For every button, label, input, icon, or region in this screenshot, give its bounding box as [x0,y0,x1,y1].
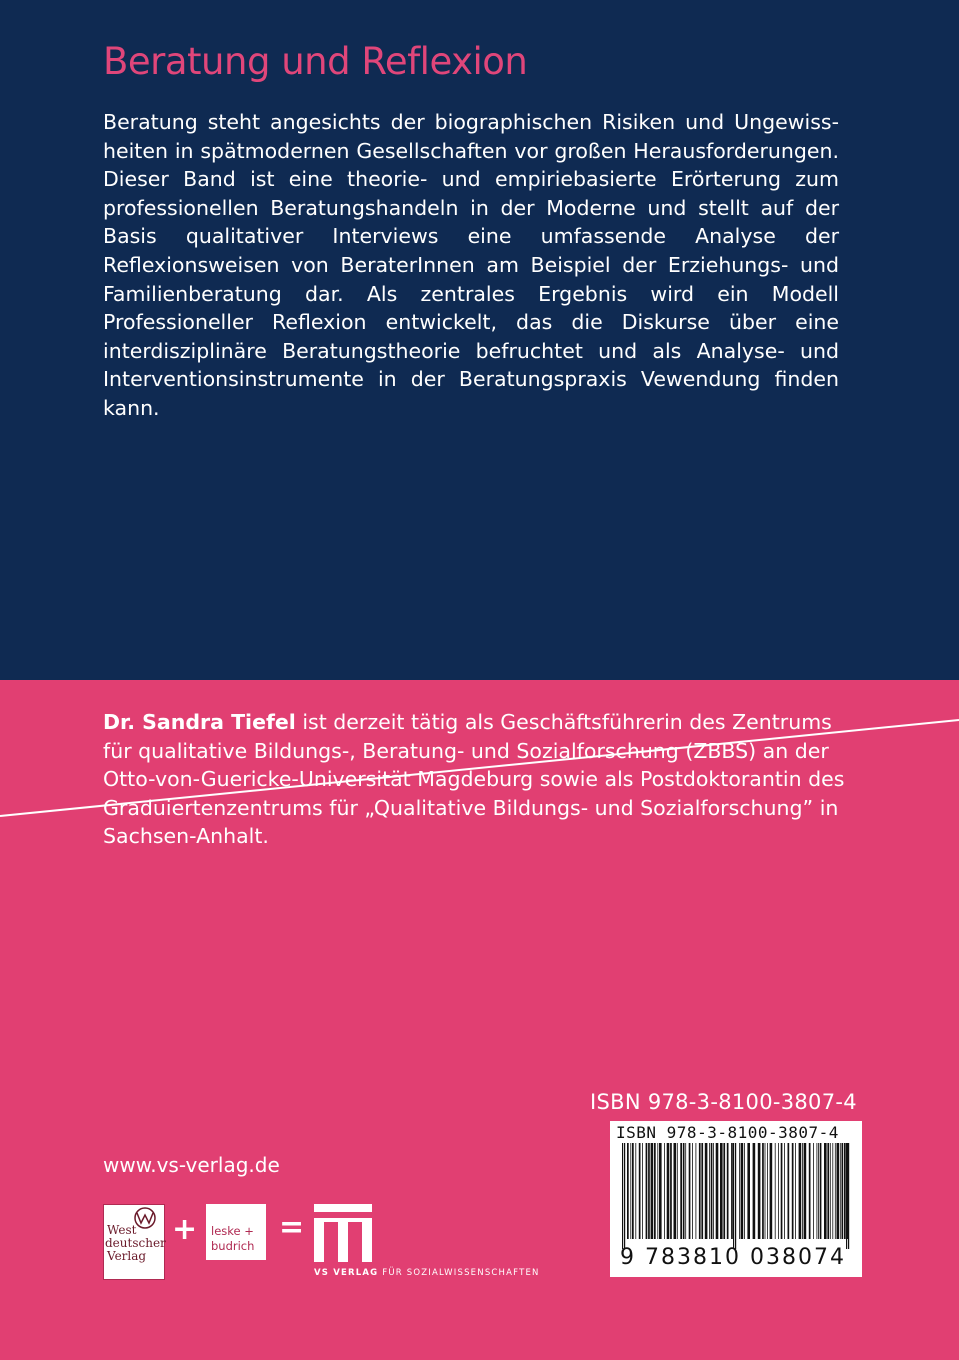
leske-logo-line1: leske + [211,1224,254,1238]
barcode-bar [723,1143,725,1239]
barcode-bar [670,1143,672,1239]
barcode-bar [762,1143,764,1239]
barcode-bar [765,1143,766,1239]
barcode-bar [659,1143,662,1239]
barcode-bar [705,1143,708,1239]
west-logo-line3: Verlag [107,1249,147,1263]
barcode-bars [620,1143,852,1249]
barcode-bar [809,1143,811,1239]
barcode [610,1121,862,1277]
barcode-bar [689,1143,691,1239]
barcode-bar [683,1143,685,1239]
barcode-bar [827,1143,829,1239]
barcode-bar [842,1143,844,1239]
barcode-bar [744,1143,745,1239]
barcode-guard-bar [846,1143,847,1249]
barcode-bar [646,1143,648,1239]
barcode-bar [630,1143,631,1239]
barcode-bar [770,1143,773,1239]
vs-caption-rest: FÜR SOZIALWISSENSCHAFTEN [378,1268,540,1278]
barcode-bar [701,1143,703,1239]
barcode-bar [824,1143,827,1239]
barcode-bar [627,1143,629,1239]
barcode-bar [832,1143,833,1239]
barcode-bar [711,1143,713,1239]
vs-verlag-logo-icon [314,1204,372,1264]
barcode-bar [657,1143,658,1239]
barcode-bar [685,1143,686,1239]
barcode-bar [720,1143,723,1239]
barcode-bar [795,1143,796,1239]
barcode-bar [713,1143,714,1239]
author-name: Dr. Sandra Tiefel [103,710,296,734]
barcode-bar [664,1143,665,1239]
book-title: Beratung und Reflexion [103,40,528,83]
barcode-bar [817,1143,818,1239]
barcode-bar [840,1143,841,1239]
barcode-bar [699,1143,701,1239]
barcode-bar [677,1143,678,1239]
barcode-bar [639,1143,641,1239]
barcode-bar [654,1143,656,1239]
vs-caption-bold: VS VERLAG [314,1268,379,1278]
barcode-bar [680,1143,682,1239]
barcode-bar [635,1143,636,1239]
barcode-bar [778,1143,779,1239]
barcode-bar [781,1143,783,1239]
barcode-bar [753,1143,756,1239]
barcode-bar [716,1143,719,1239]
west-logo-line1: West [107,1223,137,1237]
book-description: Beratung steht angesichts der biographischen Risiken und Ungewissheiten in spätmodernen Gesellschaften vor großen Herausforderungen. Dieser Band ist eine theorie- und empiriebasierte Erörterung zum professionellen Beratungshandeln in der Moderne und stellt auf der Basis qualitativer Interviews eine umfassende Analyse der Reflexionsweisen von BeraterInnen am Beispiel der Erziehungs- und Familienberatung dar. Als zentrales Ergebnis wird ein Modell Professioneller Reflexion entwickelt, das die Diskurse über eine interdisziplinäre Beratungstheorie befruchtet und als Analyse- und Interventionsinstrumente in der Beratungspraxis Vewendung finden kann. [103,110,839,420]
leske-logo-line2: budrich [211,1239,255,1253]
barcode-guard-bar [848,1143,849,1249]
barcode-bar [727,1143,729,1239]
barcode-bar [709,1143,710,1239]
barcode-bar [818,1143,819,1239]
barcode-bar [747,1143,750,1239]
barcode-bar [651,1143,654,1239]
author-bio-text: ist derzeit tätig als Geschäftsführerin des Zentrums für qualitative Bildungs-, Beratung- und Sozialforschung (ZBBS) an der Otto-von-Guericke-Universität Magdeburg sowie als Postdoktorantin des Graduiertenzentrums für „Qualitative Bildungs- und Sozialforschung” in Sachsen-Anhalt. [103,710,845,849]
barcode-bar [739,1143,740,1239]
barcode-bar [830,1143,831,1239]
barcode-bar [802,1143,803,1239]
barcode-bar [648,1143,650,1239]
barcode-guard-bar [622,1143,623,1249]
barcode-bar [767,1143,768,1239]
barcode-bar [696,1143,697,1239]
barcode-bar [820,1143,822,1239]
barcode-bar [758,1143,761,1239]
barcode-guard-bar [624,1143,625,1249]
barcode-bar [642,1143,643,1239]
barcode-bar [799,1143,802,1239]
barcode-bar [775,1143,776,1239]
barcode-guard-bar [735,1143,736,1249]
isbn-label: ISBN 978-3-8100-3807-4 [590,1090,857,1114]
barcode-bar [731,1143,733,1239]
vs-verlag-caption [314,1268,540,1278]
publisher-url: www.vs-verlag.de [103,1153,280,1177]
barcode-bar [667,1143,670,1239]
barcode-digits: 9 783810 038074 [620,1245,846,1270]
westdeutscher-verlag-logo [103,1204,165,1280]
barcode-bar [632,1143,634,1239]
plus-sign: + [172,1212,198,1247]
leske-budrich-logo [206,1204,266,1260]
bottom-pink-panel [0,680,959,1360]
barcode-bar [741,1143,744,1239]
barcode-bar [813,1143,814,1239]
barcode-bar [692,1143,693,1239]
barcode-bar [804,1143,807,1239]
barcode-guard-bar [733,1143,734,1249]
barcode-bar [837,1143,840,1239]
barcode-bar [788,1143,790,1239]
west-logo-line2: deutscher [105,1236,166,1250]
barcode-bar [835,1143,836,1239]
barcode-bar [784,1143,785,1239]
barcode-bar [844,1143,846,1239]
barcode-bar [674,1143,677,1239]
equals-sign: = [279,1210,305,1245]
author-bio [103,708,848,851]
barcode-bar [792,1143,794,1239]
barcode-isbn-text: ISBN 978-3-8100-3807-4 [616,1123,839,1142]
